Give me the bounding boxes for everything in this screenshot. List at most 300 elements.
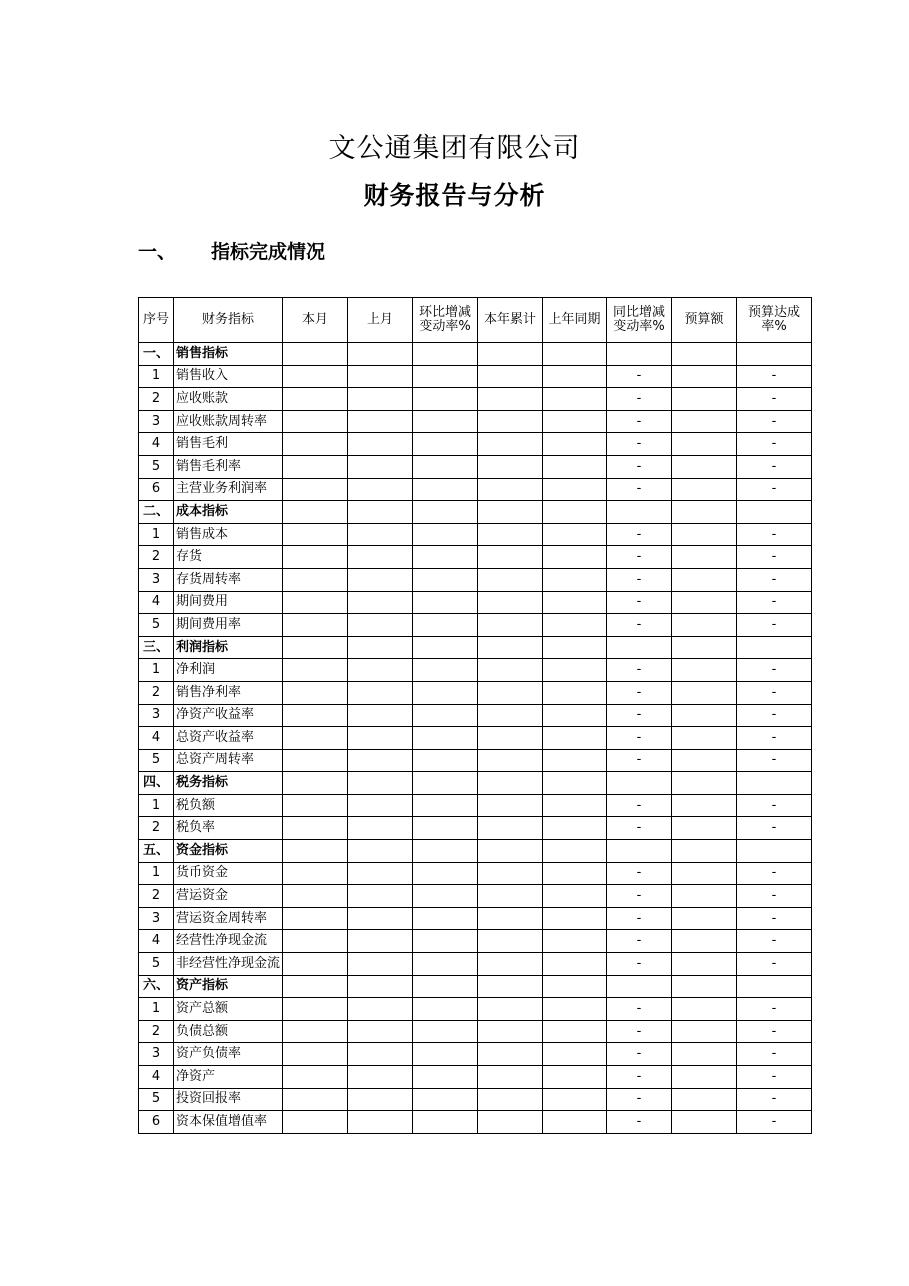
empty-cell	[413, 433, 478, 456]
empty-cell	[478, 975, 543, 998]
dash-cell: -	[607, 433, 672, 456]
indicator-name: 净利润	[174, 659, 283, 682]
empty-cell	[543, 659, 607, 682]
empty-cell	[478, 817, 543, 840]
dash-cell: -	[607, 614, 672, 637]
empty-cell	[348, 840, 413, 863]
row-index: 5	[139, 953, 174, 976]
indicator-name: 主营业务利润率	[174, 478, 283, 501]
row-index: 2	[139, 817, 174, 840]
empty-cell	[607, 501, 672, 524]
empty-cell	[283, 772, 348, 795]
empty-cell	[348, 998, 413, 1021]
dash-cell: -	[737, 1111, 812, 1134]
category-name: 资产指标	[174, 975, 283, 998]
row-index: 4	[139, 727, 174, 750]
empty-cell	[348, 455, 413, 478]
empty-cell	[348, 794, 413, 817]
row-index: 5	[139, 455, 174, 478]
empty-cell	[672, 433, 737, 456]
table-row	[139, 523, 812, 546]
dash-cell: -	[607, 1020, 672, 1043]
empty-cell	[413, 659, 478, 682]
dash-cell: -	[737, 794, 812, 817]
empty-cell	[478, 614, 543, 637]
dash-cell: -	[737, 953, 812, 976]
dash-cell: -	[607, 749, 672, 772]
empty-cell	[413, 930, 478, 953]
dash-cell: -	[737, 410, 812, 433]
empty-cell	[283, 1066, 348, 1089]
empty-cell	[672, 343, 737, 366]
empty-cell	[672, 727, 737, 750]
empty-cell	[478, 636, 543, 659]
empty-cell	[283, 727, 348, 750]
empty-cell	[672, 817, 737, 840]
empty-cell	[737, 772, 812, 795]
empty-cell	[348, 388, 413, 411]
empty-cell	[543, 614, 607, 637]
dash-cell: -	[737, 907, 812, 930]
table-row	[139, 455, 812, 478]
empty-cell	[283, 1043, 348, 1066]
table-row	[139, 1043, 812, 1066]
empty-cell	[543, 433, 607, 456]
table-row	[139, 478, 812, 501]
empty-cell	[478, 1020, 543, 1043]
dash-cell: -	[737, 704, 812, 727]
empty-cell	[478, 772, 543, 795]
dash-cell: -	[607, 704, 672, 727]
row-index: 1	[139, 998, 174, 1021]
empty-cell	[672, 907, 737, 930]
empty-cell	[543, 862, 607, 885]
indicator-name: 销售成本	[174, 523, 283, 546]
empty-cell	[413, 862, 478, 885]
category-name: 资金指标	[174, 840, 283, 863]
empty-cell	[478, 794, 543, 817]
empty-cell	[478, 1088, 543, 1111]
dash-cell: -	[607, 817, 672, 840]
empty-cell	[543, 704, 607, 727]
empty-cell	[348, 478, 413, 501]
dash-cell: -	[607, 727, 672, 750]
dash-cell: -	[607, 862, 672, 885]
header-cell: 环比增减变动率%	[413, 298, 478, 343]
dash-cell: -	[737, 817, 812, 840]
empty-cell	[413, 523, 478, 546]
table-row	[139, 1088, 812, 1111]
empty-cell	[543, 727, 607, 750]
empty-cell	[283, 1111, 348, 1134]
dash-cell: -	[737, 749, 812, 772]
empty-cell	[543, 749, 607, 772]
header-cell: 财务指标	[174, 298, 283, 343]
row-index: 3	[139, 410, 174, 433]
empty-cell	[413, 1111, 478, 1134]
row-index: 1	[139, 862, 174, 885]
empty-cell	[543, 410, 607, 433]
empty-cell	[672, 930, 737, 953]
empty-cell	[413, 388, 478, 411]
empty-cell	[672, 840, 737, 863]
empty-cell	[348, 1020, 413, 1043]
dash-cell: -	[737, 885, 812, 908]
section-title: 指标完成情况	[211, 241, 326, 263]
indicator-name: 销售净利率	[174, 681, 283, 704]
empty-cell	[672, 478, 737, 501]
empty-cell	[348, 410, 413, 433]
empty-cell	[283, 388, 348, 411]
indicator-name: 负债总额	[174, 1020, 283, 1043]
empty-cell	[413, 907, 478, 930]
empty-cell	[283, 433, 348, 456]
empty-cell	[543, 591, 607, 614]
empty-cell	[543, 817, 607, 840]
table-row	[139, 704, 812, 727]
row-index: 1	[139, 365, 174, 388]
empty-cell	[672, 568, 737, 591]
empty-cell	[413, 1020, 478, 1043]
table-body	[139, 343, 812, 1134]
header-cell: 预算额	[672, 298, 737, 343]
empty-cell	[348, 907, 413, 930]
empty-cell	[283, 975, 348, 998]
empty-cell	[543, 1066, 607, 1089]
empty-cell	[348, 636, 413, 659]
dash-cell: -	[737, 546, 812, 569]
empty-cell	[348, 1111, 413, 1134]
empty-cell	[413, 727, 478, 750]
empty-cell	[283, 794, 348, 817]
header-cell: 预算达成率%	[737, 298, 812, 343]
empty-cell	[413, 365, 478, 388]
empty-cell	[413, 704, 478, 727]
indicator-name: 营运资金	[174, 885, 283, 908]
empty-cell	[413, 478, 478, 501]
empty-cell	[348, 523, 413, 546]
indicator-name: 货币资金	[174, 862, 283, 885]
row-index: 5	[139, 749, 174, 772]
dash-cell: -	[737, 727, 812, 750]
category-row	[139, 975, 812, 998]
empty-cell	[672, 365, 737, 388]
empty-cell	[283, 840, 348, 863]
dash-cell: -	[607, 681, 672, 704]
empty-cell	[478, 659, 543, 682]
empty-cell	[283, 614, 348, 637]
table-row	[139, 433, 812, 456]
indicator-name: 销售收入	[174, 365, 283, 388]
empty-cell	[348, 365, 413, 388]
table-row	[139, 1111, 812, 1134]
dash-cell: -	[607, 953, 672, 976]
company-name: 文公通集团有限公司	[328, 133, 581, 164]
empty-cell	[478, 591, 543, 614]
empty-cell	[543, 388, 607, 411]
category-number: 二、	[139, 501, 174, 524]
category-name: 税务指标	[174, 772, 283, 795]
empty-cell	[672, 704, 737, 727]
empty-cell	[543, 1088, 607, 1111]
empty-cell	[348, 659, 413, 682]
category-row	[139, 636, 812, 659]
dash-cell: -	[737, 455, 812, 478]
table-row	[139, 681, 812, 704]
empty-cell	[283, 636, 348, 659]
empty-cell	[478, 1066, 543, 1089]
empty-cell	[543, 885, 607, 908]
empty-cell	[413, 681, 478, 704]
empty-cell	[672, 1043, 737, 1066]
empty-cell	[283, 410, 348, 433]
empty-cell	[543, 681, 607, 704]
empty-cell	[283, 749, 348, 772]
table-row	[139, 727, 812, 750]
dash-cell: -	[737, 998, 812, 1021]
empty-cell	[413, 1043, 478, 1066]
table-row	[139, 953, 812, 976]
empty-cell	[737, 343, 812, 366]
row-index: 4	[139, 591, 174, 614]
row-index: 2	[139, 388, 174, 411]
empty-cell	[543, 907, 607, 930]
empty-cell	[672, 455, 737, 478]
empty-cell	[478, 704, 543, 727]
row-index: 3	[139, 568, 174, 591]
category-row	[139, 343, 812, 366]
empty-cell	[413, 998, 478, 1021]
empty-cell	[413, 885, 478, 908]
empty-cell	[543, 1111, 607, 1134]
empty-cell	[672, 975, 737, 998]
empty-cell	[283, 930, 348, 953]
empty-cell	[543, 636, 607, 659]
category-number: 五、	[139, 840, 174, 863]
empty-cell	[413, 772, 478, 795]
empty-cell	[283, 365, 348, 388]
empty-cell	[478, 907, 543, 930]
empty-cell	[413, 410, 478, 433]
empty-cell	[348, 681, 413, 704]
table-row	[139, 817, 812, 840]
indicator-name: 净资产	[174, 1066, 283, 1089]
empty-cell	[413, 975, 478, 998]
indicator-name: 总资产收益率	[174, 727, 283, 750]
dash-cell: -	[737, 1066, 812, 1089]
dash-cell: -	[607, 365, 672, 388]
row-index: 1	[139, 523, 174, 546]
empty-cell	[672, 794, 737, 817]
row-index: 4	[139, 930, 174, 953]
indicator-name: 营运资金周转率	[174, 907, 283, 930]
category-name: 成本指标	[174, 501, 283, 524]
empty-cell	[607, 343, 672, 366]
empty-cell	[478, 478, 543, 501]
dash-cell: -	[607, 478, 672, 501]
empty-cell	[672, 410, 737, 433]
empty-cell	[478, 523, 543, 546]
empty-cell	[672, 523, 737, 546]
dash-cell: -	[607, 885, 672, 908]
indicator-name: 资产总额	[174, 998, 283, 1021]
indicator-name: 应收账款周转率	[174, 410, 283, 433]
header-cell: 本月	[283, 298, 348, 343]
empty-cell	[737, 501, 812, 524]
dash-cell: -	[607, 1043, 672, 1066]
table-row	[139, 388, 812, 411]
empty-cell	[413, 953, 478, 976]
empty-cell	[543, 455, 607, 478]
indicator-name: 应收账款	[174, 388, 283, 411]
table-row	[139, 794, 812, 817]
empty-cell	[737, 636, 812, 659]
empty-cell	[478, 840, 543, 863]
empty-cell	[283, 1020, 348, 1043]
indicator-name: 投资回报率	[174, 1088, 283, 1111]
empty-cell	[672, 659, 737, 682]
indicator-name: 经营性净现金流	[174, 930, 283, 953]
indicator-name: 存货	[174, 546, 283, 569]
table-row	[139, 907, 812, 930]
dash-cell: -	[607, 998, 672, 1021]
dash-cell: -	[737, 862, 812, 885]
empty-cell	[543, 365, 607, 388]
dash-cell: -	[607, 523, 672, 546]
empty-cell	[348, 1088, 413, 1111]
dash-cell: -	[737, 478, 812, 501]
section-heading	[138, 237, 325, 264]
table-row	[139, 659, 812, 682]
dash-cell: -	[737, 523, 812, 546]
empty-cell	[348, 1043, 413, 1066]
empty-cell	[348, 862, 413, 885]
empty-cell	[478, 749, 543, 772]
empty-cell	[413, 1088, 478, 1111]
empty-cell	[478, 681, 543, 704]
table-row	[139, 410, 812, 433]
empty-cell	[543, 953, 607, 976]
empty-cell	[607, 636, 672, 659]
empty-cell	[478, 862, 543, 885]
empty-cell	[478, 1111, 543, 1134]
header-cell: 同比增减变动率%	[607, 298, 672, 343]
empty-cell	[283, 681, 348, 704]
empty-cell	[283, 501, 348, 524]
indicator-name: 存货周转率	[174, 568, 283, 591]
row-index: 6	[139, 1111, 174, 1134]
empty-cell	[413, 1066, 478, 1089]
table-row	[139, 1020, 812, 1043]
empty-cell	[348, 975, 413, 998]
empty-cell	[672, 636, 737, 659]
dash-cell: -	[607, 907, 672, 930]
empty-cell	[348, 1066, 413, 1089]
table-row	[139, 930, 812, 953]
empty-cell	[478, 885, 543, 908]
empty-cell	[283, 998, 348, 1021]
empty-cell	[543, 501, 607, 524]
row-index: 5	[139, 1088, 174, 1111]
indicator-name: 税负额	[174, 794, 283, 817]
row-index: 2	[139, 885, 174, 908]
empty-cell	[478, 1043, 543, 1066]
empty-cell	[672, 862, 737, 885]
empty-cell	[413, 794, 478, 817]
empty-cell	[478, 388, 543, 411]
empty-cell	[413, 840, 478, 863]
empty-cell	[672, 1088, 737, 1111]
indicator-name: 总资产周转率	[174, 749, 283, 772]
indicator-name: 期间费用率	[174, 614, 283, 637]
empty-cell	[737, 975, 812, 998]
category-number: 六、	[139, 975, 174, 998]
table-row	[139, 862, 812, 885]
empty-cell	[413, 817, 478, 840]
table-row	[139, 546, 812, 569]
empty-cell	[283, 907, 348, 930]
section-number: 一、	[138, 241, 177, 263]
empty-cell	[348, 772, 413, 795]
indicator-name: 净资产收益率	[174, 704, 283, 727]
empty-cell	[348, 591, 413, 614]
indicator-name: 期间费用	[174, 591, 283, 614]
dash-cell: -	[607, 1066, 672, 1089]
table-row	[139, 885, 812, 908]
empty-cell	[413, 636, 478, 659]
dash-cell: -	[607, 568, 672, 591]
table-row	[139, 568, 812, 591]
empty-cell	[283, 704, 348, 727]
dash-cell: -	[737, 365, 812, 388]
empty-cell	[478, 930, 543, 953]
dash-cell: -	[607, 410, 672, 433]
category-number: 三、	[139, 636, 174, 659]
table-row	[139, 614, 812, 637]
empty-cell	[543, 546, 607, 569]
row-index: 4	[139, 433, 174, 456]
dash-cell: -	[607, 1111, 672, 1134]
row-index: 3	[139, 907, 174, 930]
empty-cell	[348, 727, 413, 750]
empty-cell	[543, 930, 607, 953]
empty-cell	[413, 343, 478, 366]
empty-cell	[543, 975, 607, 998]
empty-cell	[283, 953, 348, 976]
dash-cell: -	[607, 794, 672, 817]
table-row	[139, 1066, 812, 1089]
empty-cell	[672, 614, 737, 637]
dash-cell: -	[737, 388, 812, 411]
empty-cell	[478, 455, 543, 478]
empty-cell	[478, 433, 543, 456]
dash-cell: -	[737, 1020, 812, 1043]
dash-cell: -	[737, 1088, 812, 1111]
category-number: 一、	[139, 343, 174, 366]
empty-cell	[283, 478, 348, 501]
dash-cell: -	[607, 659, 672, 682]
category-name: 销售指标	[174, 343, 283, 366]
indicator-name: 销售毛利率	[174, 455, 283, 478]
row-index: 2	[139, 546, 174, 569]
empty-cell	[543, 794, 607, 817]
dash-cell: -	[607, 930, 672, 953]
empty-cell	[348, 817, 413, 840]
row-index: 2	[139, 1020, 174, 1043]
dash-cell: -	[737, 614, 812, 637]
empty-cell	[478, 998, 543, 1021]
dash-cell: -	[737, 930, 812, 953]
